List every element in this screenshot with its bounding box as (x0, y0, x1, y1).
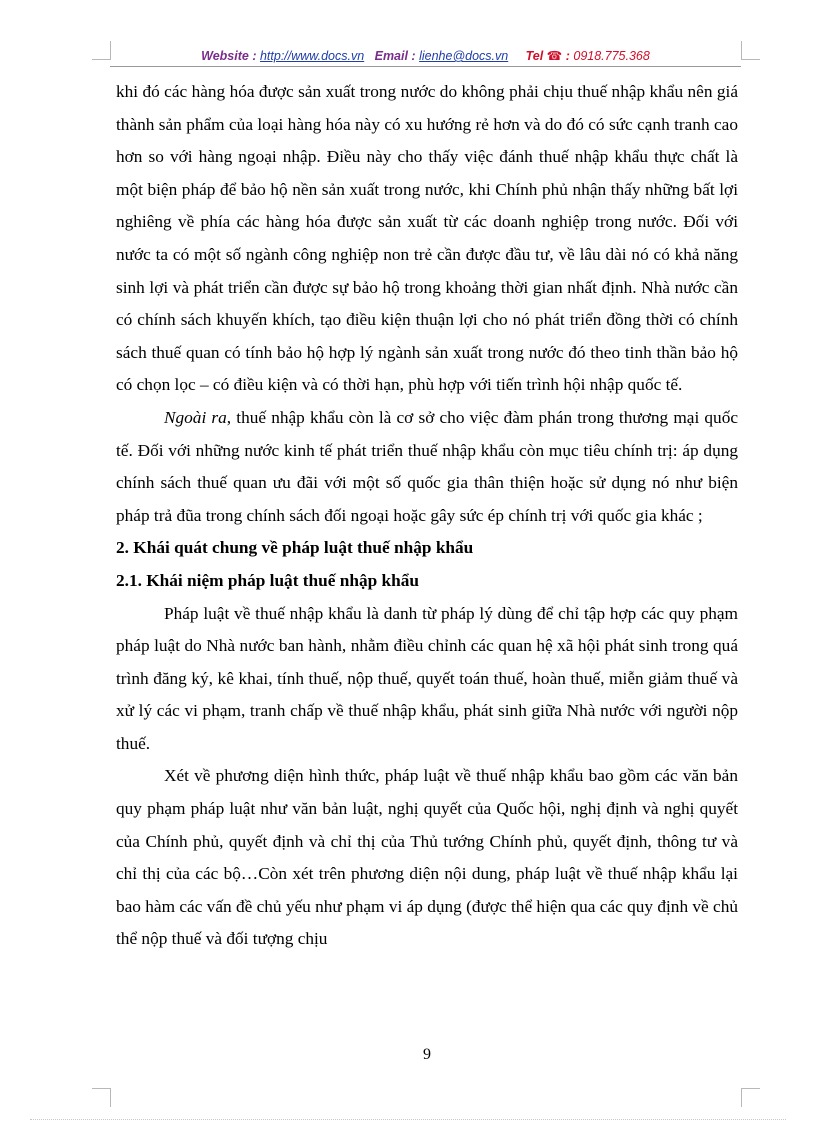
crop-mark-top-left (92, 41, 111, 60)
phone-number: 0918.775.368 (573, 49, 650, 63)
crop-mark-bottom-left (92, 1088, 111, 1107)
crop-mark-bottom-right (741, 1088, 760, 1107)
paragraph-ngoai-ra (116, 402, 738, 532)
section-heading-2: 2. Khái quát chung về pháp luật thuế nhập khẩu (116, 538, 474, 558)
paragraph-definition: Pháp luật về thuế nhập khẩu là danh từ pháp lý dùng để chỉ tập hợp các quy phạm pháp luật do Nhà nước ban hành, nhằm điều chỉnh các quan hệ xã hội phát sinh trong quá trình đăng ký, kê khai, tính thuế, nộp thuế, quyết toán thuế, hoàn thuế, miễn giảm thuế và xử lý các vi phạm, tranh chấp về thuế nhập khẩu, phát sinh giữa Nhà nước với người nộp thuế. (116, 603, 738, 753)
phone-label: Tel ☎ : (525, 49, 570, 63)
header-rule (110, 66, 741, 67)
page-edge-divider (30, 1119, 786, 1120)
email-label: Email : (374, 49, 416, 63)
email-link[interactable]: lienhe@docs.vn (419, 49, 509, 63)
paragraph-body: , thuế nhập khẩu còn là cơ sở cho việc đàm phán trong thương mại quốc tế. Đối với những nước kinh tế phát triển thuế nhập khẩu còn mục tiêu chính trị: áp dụng chính sách thuế quan ưu đãi với một số quốc gia thân thiện hoặc sử dụng nó như biện pháp trả đũa trong chính sách đối ngoại hoặc gây sức ép chính trị với quốc gia khác ; (116, 407, 739, 525)
website-label: Website : (201, 49, 257, 63)
paragraph-continued: khi đó các hàng hóa được sản xuất trong nước do không phải chịu thuế nhập khẩu nên giá thành sản phẩm của loại hàng hóa này có xu hướng rẻ hơn và do đó có sức cạnh tranh cao hơn so với hàng ngoại nhập. Điều này cho thấy việc đánh thuế nhập khẩu thực chất là một biện pháp để bảo hộ nền sản xuất trong nước, khi Chính phủ nhận thấy những bất lợi nghiêng về phía các hàng hóa được sản xuất từ các doanh nghiệp trong nước. Đối với nước ta có một số ngành công nghiệp non trẻ cần được đầu tư, về lâu dài nó có khả năng sinh lợi và phát triển cần được sự bảo hộ trong khoảng thời gian nhất định. Nhà nước cần có chính sách khuyến khích, tạo điều kiện thuận lợi cho nó phát triển đồng thời có chính sách thuế quan có tính bảo hộ hợp lý ngành sản xuất trong nước đó theo tinh thần bảo hộ có chọn lọc – có điều kiện và có thời hạn, phù hợp với tiến trình hội nhập quốc tế. (116, 82, 738, 395)
website-link[interactable]: http://www.docs.vn (259, 49, 365, 63)
paragraph-form-content: Xét về phương diện hình thức, pháp luật về thuế nhập khẩu bao gồm các văn bản quy phạm pháp luật như văn bản luật, nghị quyết của Quốc hội, nghị định và nghị quyết của Chính phủ, quyết định và chỉ thị của Thủ tướng Chính phủ, quyết định, thông tư và chỉ thị của các bộ…Còn xét trên phương diện nội dung, pháp luật về thuế nhập khẩu lại bao hàm các vấn đề chủ yếu như phạm vi áp dụng (được thể hiện qua các quy định về chủ thể nộp thuế và đối tượng chịu (116, 766, 738, 949)
document-body (116, 76, 738, 956)
page-header (110, 48, 741, 63)
section-heading-2-1: 2.1. Khái niệm pháp luật thuế nhập khẩu (116, 570, 420, 590)
page-number: 9 (423, 1046, 431, 1063)
crop-mark-top-right (741, 41, 760, 60)
paragraph-lead-italic: Ngoài ra (164, 407, 227, 427)
